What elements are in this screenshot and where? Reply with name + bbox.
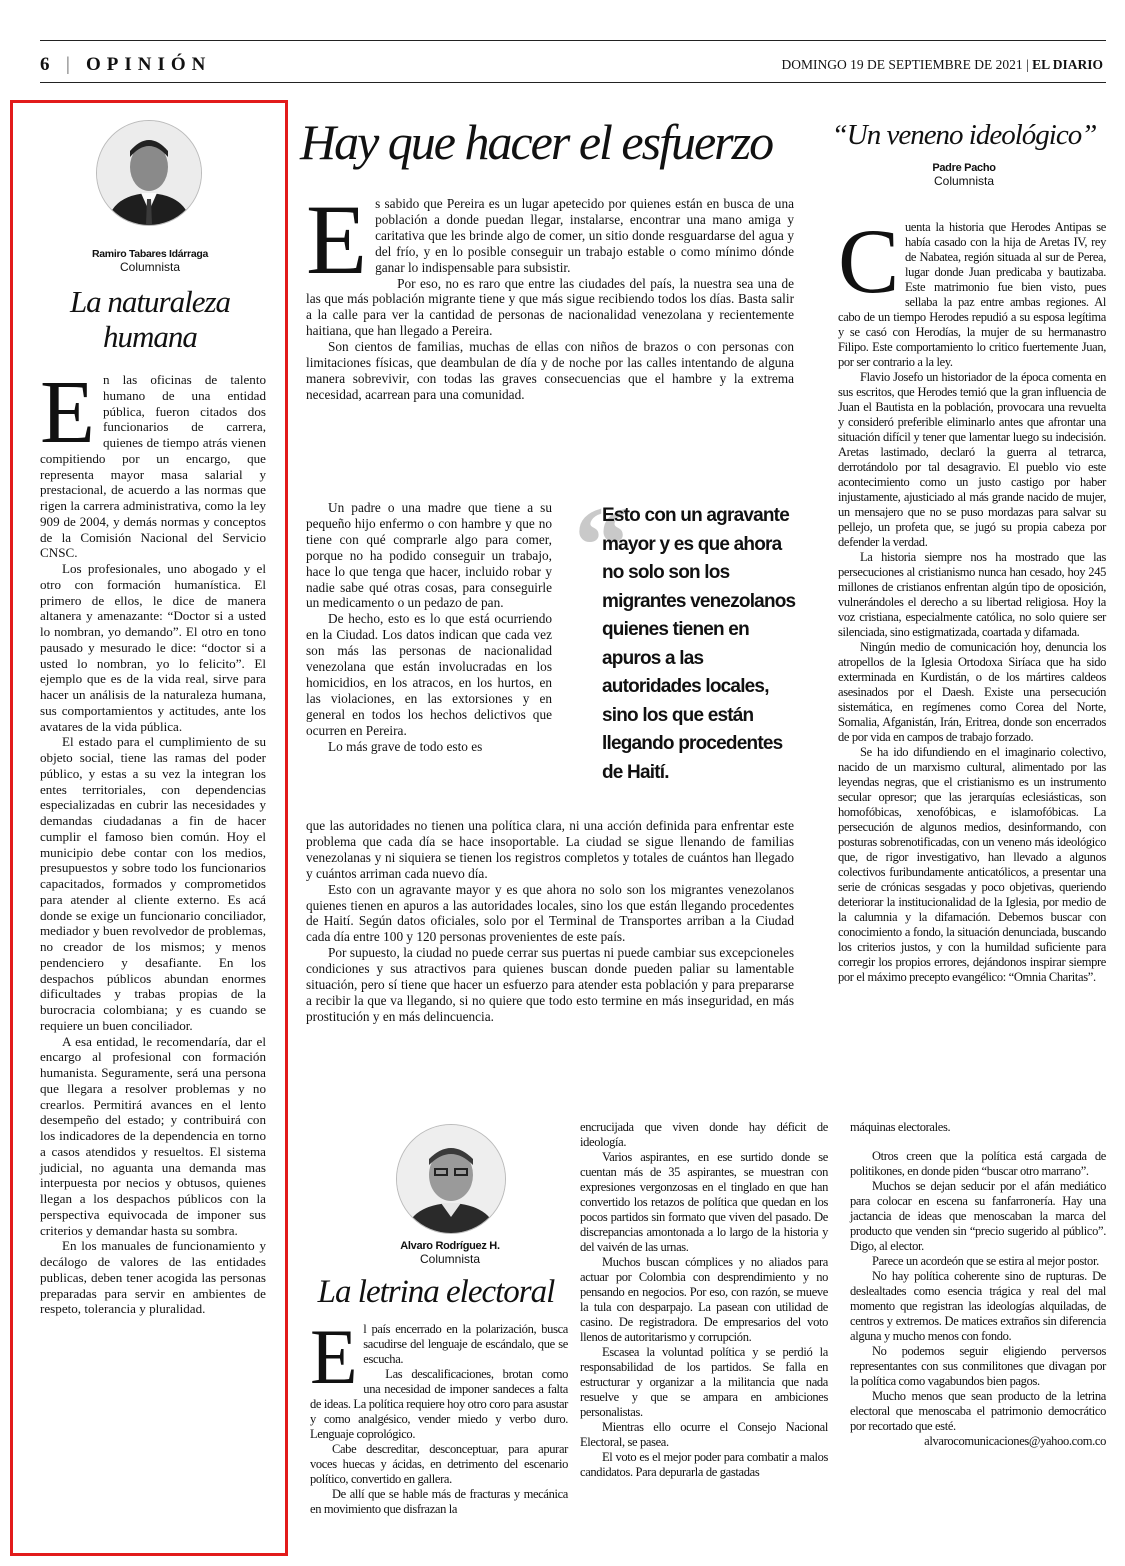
paragraph: No hay política coherente sino de rupturas. De deslealtades como esencia trágica y real del mal momento que registran las ideologías alquiladas, de centros y extremos. De matices extraños sin diferencia alguna y mucho menos con fondo. [850,1269,1106,1343]
top-rule [40,40,1106,41]
author-name: Ramiro Tabares Idárraga [91,248,209,260]
author-name: Padre Pacho [932,162,996,174]
paragraph: Otros creen que la política está cargada de politikones, en donde piden “buscar otro marrano”. [850,1149,1106,1178]
paragraph: Los profesionales, uno abogado y el otro con formación humanística. El primero de ellos, le dice de manera altanera y amenazante: “Doctor si a usted lo nombran, yo demando”. El otro en tono pausado y mesurado le dice: “doctor si a usted lo nombran, yo lo felicito”. El ejemplo que es de la vida real, sirve para hacer un análisis de la naturaleza humana, sus comportamientos y actitudes, ante los avatares de la vida pública. [40,561,266,734]
dropcap: C [838,210,900,312]
article-veneno-body [838,210,1106,985]
article-letrina-col1 [310,1313,568,1517]
paragraph: Por eso, no es raro que entre las ciudades del país, la nuestra sea una de las que más población migrante tiene y que más sigue recibiendo todos los días. Basta salir a la calle para ver la cantidad de personas de nacionalidad venezolana y recientemente haitiana, que han llegado a Pereira. [306,275,794,339]
paragraph: Las descalificaciones, brotan como una necesidad de imponer sandeces a falta de ideas. La política requiere hoy otro coro para asustar y como analgésico, vender miedo y verbo duro. Lenguaje coprológico. [310,1367,568,1441]
page-number: 6 [40,54,52,75]
paragraph: Esto con un agravante mayor y es que ahora no solo son los migrantes venezolanos quienes tienen en apuros a las autoridades locales, sino los que están llegando procedentes de Haití. Según datos oficiales, solo por el Terminal de Transportes arriban a la Ciudad cada día entre 100 y 120 personas provenientes de este país. [306,881,794,945]
header-separator: | [66,54,70,75]
article-naturaleza-body [40,363,266,1317]
paragraph: El estado para el cumplimiento de su objeto social, tiene las ramas del poder público, y estas a su vez la integran los entes territoriales, con dependencias especializadas en cubrir las necesidades y demandas ciudadanas a fin de hacer cumplir el famoso bien común. Hoy el municipio debe contar con los medios, presupuestos y sobre todo los funcionarios capacitados, formados y comprometidos para atender al cliente externo. Es acá donde se exige un funcionario conciliador, mediador y buen revolvedor de problemas, no creador de los mismos; y menos pendenciero y desafiante. En los despachos públicos abundan enormes dificultades y trabas propias de la burocracia colombiana; y es cuando se requiere un buen conciliador. [40,734,266,1033]
paragraph: En los manuales de funcionamiento y decálogo de valores de las entidades publicas, deben tener acogida las personas preparadas para servir en ambientes de respeto, tolerancia y pluralidad. [40,1238,266,1317]
quote-mark-icon: “ [574,484,629,606]
paragraph: De hecho, esto es lo que está ocurriendo en la Ciudad. Los datos indican que cada vez son más las personas de nacionalidad venezolana que están involucradas en los homicidios, en los atracos, en los hurtos, en las violaciones, en las extorsiones y en general en todos los hechos delictivos que ocurren en Pereira. [306,611,552,738]
paragraph: Lo más grave de todo esto es [328,738,483,754]
paragraph: Varios aspirantes, en ese surtido donde se cuentan más de 35 aspirantes, se muestran con expresiones vergonzosas en el tinglado en que han convertido los retazos de política que quedan en los pocos partidos sin formato que viven del pasado. De discrepancias amontonada a lo largo de la historia y del vaivén de las urnas. [580,1150,828,1254]
paragraph: Cabe descreditar, desconceptuar, para apurar voces huecas y ácidas, en detrimento del escenario político, convertido en gallera. [310,1442,568,1486]
paragraph: Muchos buscan cómplices y no aliados para actuar por Colombia con desprendimiento y no pensando en negocios. Por eso, con razón, se mueve la tula con desparpajo. La pasean con utilidad de casino. De registradora. De empresarios del voto llenos de autoritarismo y corrupción. [580,1255,828,1344]
byline-rodriguez [330,1240,570,1266]
paragraph: que las autoridades no tienen una política clara, ni una acción definida para enfrentar este problema que cada día se hace insoportable. La ciudad se sigue llenando de familias venezolanas y ni siquiera se tienen los registros completos y totales de cuántos han llegado y cuántos arriman cada nuevo día. [306,818,794,881]
article-esfuerzo-tail [306,818,794,1025]
paragraph: La historia siempre nos ha mostrado que las persecuciones al cristianismo nunca han cesado, hoy 245 millones de cristianos enfrentan algún tipo de oposición, vulnerándoles el derecho a su libertad religiosa. Hoy la voz cristiana, especialmente católica, no solo quiere ser silenciada, sino estigmatizada, coartada y difamada. [838,550,1106,639]
paragraph: Mientras ello ocurre el Consejo Nacional Electoral, se pasea. [580,1420,828,1449]
paragraph: n las oficinas de talento humano de una entidad pública, fueron citados dos funcionarios de carrera, quienes de tiempo atrás vienen compitiendo por un encargo, que representa mayor masa salarial y prestacional, de acuerdo a las normas que rigen la carrera administrativa, como la ley 909 de 2004, y demás normas y conceptos de la Comisión Nacional del Servicio CNSC. [40,372,266,561]
paragraph: Por supuesto, la ciudad no puede cerrar sus puertas ni puede cambiar sus excepcioneles condiciones y sus atractivos para quienes buscan donde pueden paliar su lamentable situación, pero sí tiene que hacer un esfuerzo para atender esta población y para prepararse a recibir la que va llegando, si no quiere que todo esto termine en más inseguridad, en más prostitución y en más delincuencia. [306,945,794,1024]
section-title: OPINIÓN [86,54,212,75]
byline-padre-pacho [814,162,1114,188]
author-role: Columnista [119,260,181,274]
avatar-icon [97,121,201,225]
article-esfuerzo-narrow [306,500,552,755]
paragraph: uenta la historia que Herodes Antipas se había casado con la hija de Aretas IV, rey de Nabatea, región situada al sur de Perea, lugar donde Juan predicaba y bautizaba. Este matrimonio fue bien visto, pues sellaba la paz entre ambas regiones. Al cabo de un tiempo Herodes repudió a su esposa legítima y se casó con Herodías, la mujer de su hermanastro Filipo. Este comportamiento lo critico fuertemente Juan, por ser contrario a la ley. [838,220,1106,369]
author-name: Alvaro Rodríguez H. [400,1240,500,1252]
headline-letrina: La letrina electoral [317,1274,555,1310]
paragraph: No podemos seguir eligiendo perversos representantes con sus conmilitones que divagan por la política como vagabundos bien pagos. [850,1344,1106,1388]
masthead-name: EL DIARIO [1032,57,1103,72]
paragraph: A esa entidad, le recomendaría, dar el encargo al profesional con formación humanista. Seguramente, será una persona que llegara a resolver problemas y no crearlos. Permitirá avances en el lento desempeño del estado; y contribuirá con los indicadores de la dependencia en torno a casos atendidos y resueltos. El sistema judicial, no aguanta una demanda mas interpuesta por necios y obtusos, quienes llegan a los despachos públicos con la perspectiva equivocada de imponer sus criterios y demandar hasta su sombra. [40,1033,266,1238]
dropcap: E [310,1313,358,1400]
paragraph: máquinas electorales. [850,1120,951,1134]
author-photo-rodriguez [396,1124,506,1234]
article-letrina-col2 [580,1120,828,1480]
dropcap: E [306,184,368,295]
issue-date: DOMINGO 19 DE SEPTIEMBRE DE 2021 [781,57,1023,72]
paragraph: Se ha ido difundiendo en el imaginario colectivo, nacido de un marxismo cultural, alimentado por las leyendas negras, que el cristianismo es un instrumento secular opresor; que las jerarquías eclesiásticas, son homofóbicas, xenofóbicas, e islamofóbicas. La persecución de algunos medios, desinformando, con posturas sobrenotificadas, con un veneno más ideológico que, de rigor investigativo, han llevado a algunos colectivos furibundamente anticatólicos, a presentar una serie de crónicas sesgadas y poco objetivas, queriendo deteriorar la institucionalidad de la Iglesia, por medio de la calumnia y la difamación. Debemos buscar con conocimiento a fondo, la situación denunciada, buscando los criterios justos, y con la humildad suficiente para corregir los propios errores, dejándonos inspirar siempre por el máximo precepto evangélico: “Omnia Charitas”. [838,745,1106,984]
headline-esfuerzo: Hay que hacer el esfuerzo [300,114,773,170]
paragraph: s sabido que Pereira es un lugar apetecido por quienes están en busca de una población a donde puedan llegar, instalarse, encontrar una mano amiga y caritativa que les brinde algo de comer, un sitio donde resguardarse del agua y del frío, y en lo posible conseguir un trabajo estable o como mínimo dónde ganar lo indispensable para subsistir. [375,196,794,275]
article-esfuerzo-body [306,184,794,403]
paragraph: De allí que se hable más de fracturas y mecánica en movimiento que disfrazan la [310,1487,568,1516]
pull-quote: Esto con un agravante mayor y es que ahora no solo son los migrantes venezolanos quienes tienen en apuros a las autoridades locales, sino los que están llegando procedentes de Haití. [602,505,796,783]
avatar-icon [397,1125,505,1233]
author-role: Columnista [419,1252,481,1266]
dateline: DOMINGO 19 DE SEPTIEMBRE DE 2021 | EL DIARIO [781,57,1103,72]
author-email: alvarocomunicaciones@yahoo.com.co [924,1434,1106,1448]
paragraph: Ningún medio de comunicación hoy, denuncia los atropellos de la Iglesia Ortodoxa Siríaca que ha sido exterminada en Kurdistán, o de los mártires caldeos asesinados por el Daesh. Existe una persecución sistemática, en regímenes como Corea del Norte, Somalia, Afganistán, Irán, Eritrea, donde son encerrados de por vida en campos de trabajo forzado. [838,640,1106,744]
headline-naturaleza [30,284,270,354]
paragraph: El voto es el mejor poder para combatir a malos candidatos. Para depurarla de gastadas [580,1450,828,1479]
headline-line-2: humana [103,319,197,354]
author-role: Columnista [933,174,995,188]
header-rule [40,82,1106,83]
article-letrina-col3 [850,1120,1106,1449]
headline-veneno: “Un veneno ideológico” [831,119,1097,151]
paragraph: Escasea la voluntad política y se perdió la responsabilidad de los partidos. Se falla en estructurar y organizar a la militancia que nada resuelve y que se ampara en ambiciones personalistas. [580,1345,828,1419]
paragraph: l país encerrado en la polarización, busca sacudirse del lenguaje de escándalo, que se escucha. [363,1322,568,1366]
byline-tabares [30,248,270,274]
paragraph: Mucho menos que sean producto de la letrina electoral que menoscaba el patrimonio democrático por recortado que esté. [850,1389,1106,1433]
dropcap: E [40,363,95,462]
paragraph: Parece un acordeón que se estira al mejor postor. [872,1254,1099,1268]
author-photo-tabares [96,120,202,226]
paragraph: Flavio Josefo un historiador de la época comenta en sus escritos, que Herodes temió que la gran influencia de Juan el Bautista en la población, provocara una revuelta y consideró preferible eliminarlo antes que afrontar una situación difícil y tener que lamentar luego su indecisión. Aretas lastimado, declaró la guerra al tetrarca, derrotándolo por tal desagravio. El pueblo vio este acontecimiento como un justo castigo por haber injustamente, ajusticiado al más grande nacido de mujer, un mensajero que no se puso mordazas para salvar su pellejo, un profeta que, se jugó su propia cabeza por defender la verdad. [838,370,1106,549]
paragraph: Un padre o una madre que tiene a su pequeño hijo enfermo o con hambre y que no tiene con qué comprarle algo para comer, porque no ha podido conseguir un trabajo, hace lo que tenga que hacer, incluido robar y nadie sabe qué otras cosas, para conseguirle un medicamento o un pedazo de pan. [306,500,552,611]
paragraph: encrucijada que viven donde hay déficit de ideología. [580,1120,828,1149]
paragraph: Son cientos de familias, muchas de ellas con niños de brazos o con personas con limitaciones físicas, que deambulan de día y de noche por las calles intentando de alguna manera sobrevivir, con todas las graves consecuencias que el hambre y la extrema necesidad, acarrean para una comunidad. [306,339,794,402]
paragraph: Muchos se dejan seducir por el afán mediático para colocar en escena su fanfarronería. Hay una jactancia de ideas que menoscaban la marca del producto que venden sin “precio sugerido al público”. Digo, al elector. [850,1179,1106,1253]
headline-line-1: La naturaleza [69,284,231,319]
